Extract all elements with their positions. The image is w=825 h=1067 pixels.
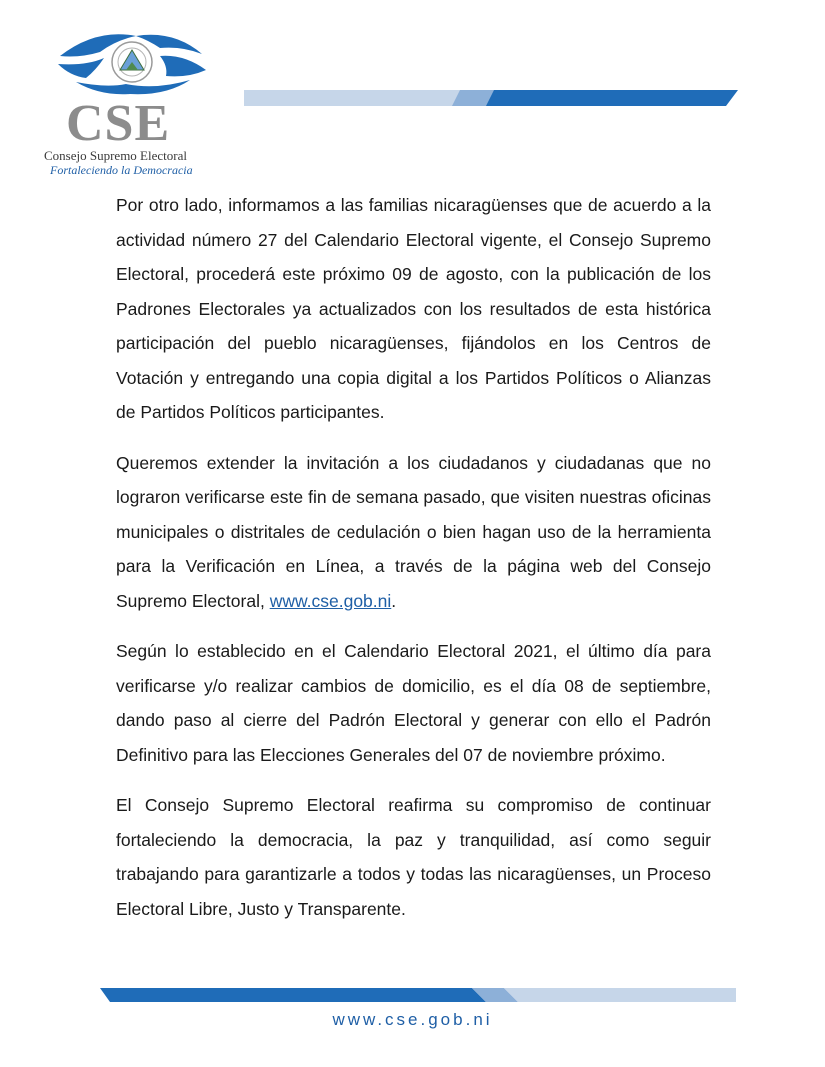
footer-band	[100, 988, 736, 1002]
flag-waves-emblem-icon	[56, 26, 206, 98]
logo-motto: Fortaleciendo la Democracia	[50, 163, 193, 177]
header-band	[244, 90, 738, 106]
paragraph-2-end: .	[391, 590, 397, 611]
press-release-body	[116, 188, 711, 942]
website-link[interactable]: www.cse.gob.ni	[269, 590, 392, 611]
cse-logo	[40, 26, 220, 178]
paragraph-2	[116, 446, 711, 619]
paragraph-4: El Consejo Supremo Electoral reafirma su compromiso de continuar fortaleciendo la democracia, la paz y tranquilidad, así como seguir trabajando para garantizarle a todos y todas las nicaragüenses, un Proceso Electoral Libre, Justo y Transparente.	[116, 795, 711, 919]
paragraph-2-text: Queremos extender la invitación a los ciudadanos y ciudadanas que no lograron verificarse este fin de semana pasado, que visiten nuestras oficinas municipales o distritales de cedulación o bien hagan uso de la herramienta para la Verificación en Línea, a través de la página web del Consejo Supremo Electoral,	[116, 452, 711, 611]
paragraph-3: Según lo establecido en el Calendario Electoral 2021, el último día para verificarse y/o realizar cambios de domicilio, es el día 08 de septiembre, dando paso al cierre del Padrón Electoral y generar con ello el Padrón Definitivo para las Elecciones Generales del 07 de noviembre próximo.	[116, 641, 711, 765]
paragraph-1: Por otro lado, informamos a las familias nicaragüenses que de acuerdo a la actividad número 27 del Calendario Electoral vigente, el Consejo Supremo Electoral, procederá este próximo 09 de agosto, con la publicación de los Padrones Electorales ya actualizados con los resultados de esta histórica participación del pueblo nicaragüenses, fijándolos en los Centros de Votación y entregando una copia digital a los Partidos Políticos o Alianzas de Partidos Políticos participantes.	[116, 195, 711, 422]
logo-abbreviation: CSE	[66, 95, 171, 152]
logo-organization-name: Consejo Supremo Electoral	[44, 148, 187, 163]
footer-website: www.cse.gob.ni	[332, 1010, 493, 1029]
